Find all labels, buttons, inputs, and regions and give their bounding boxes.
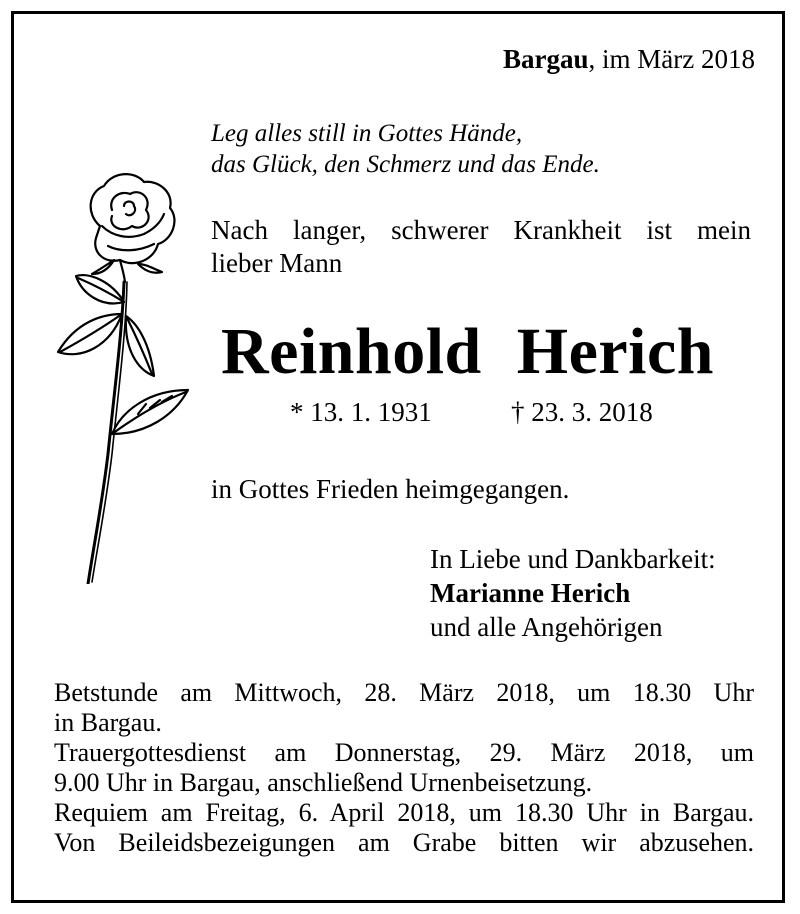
date-text: , im März 2018 xyxy=(588,44,755,74)
death-date: † 23. 3. 2018 xyxy=(511,397,653,427)
info-line-4: 9.00 Uhr in Bargau, anschließend Urnenbeisetzung. xyxy=(54,768,593,797)
deceased-name: Reinhold Herich xyxy=(221,315,715,388)
verse-line-2: das Glück, den Schmerz und das Ende. xyxy=(211,151,600,178)
place-date xyxy=(503,44,755,75)
intro-text xyxy=(211,214,751,280)
birth-date: * 13. 1. 1931 xyxy=(290,397,432,427)
service-info xyxy=(54,678,754,858)
signoff-line-1: In Liebe und Dankbarkeit: xyxy=(430,544,716,574)
info-line-6: Von Beileidsbezeigungen am Grabe bitten wir abzusehen. xyxy=(54,828,754,857)
place-name: Bargau xyxy=(503,44,589,74)
info-line-3: Trauergottesdienst am Donnerstag, 29. März 2018, um xyxy=(54,738,754,767)
info-line-1: Betstunde am Mittwoch, 28. März 2018, um 18.30 Uhr xyxy=(54,678,754,707)
info-line-2: in Bargau. xyxy=(54,708,162,737)
intro-line-2: lieber Mann xyxy=(211,248,343,278)
signoff-line-3: und alle Angehörigen xyxy=(430,612,663,642)
intro-line-1: Nach langer, schwerer Krankheit ist mein xyxy=(211,215,751,245)
signoff-name: Marianne Herich xyxy=(430,578,631,608)
rose-illustration xyxy=(42,164,192,584)
obituary-notice xyxy=(11,11,785,903)
info-line-5: Requiem am Freitag, 6. April 2018, um 18.30 Uhr in Bargau. xyxy=(54,798,754,827)
verse-line-1: Leg alles still in Gottes Hände, xyxy=(211,120,523,147)
signoff xyxy=(430,542,716,644)
verse xyxy=(211,118,600,180)
peace-line: in Gottes Frieden heimgegangen. xyxy=(211,474,570,504)
